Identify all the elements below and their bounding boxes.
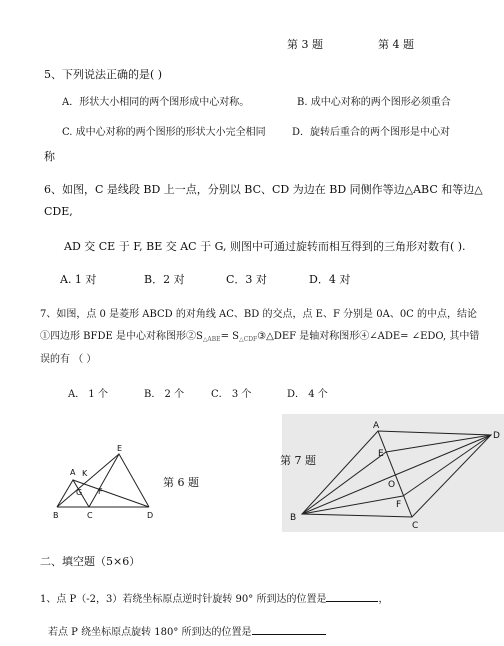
q7-line1: 7、如图，点 0 是菱形 ABCD 的对角线 AC、BD 的交点，点 E、F 分别是 0A、0C 的中点，结论 bbox=[40, 309, 478, 320]
q6-option-b: B．2 对 bbox=[144, 273, 185, 286]
fig7-label-b: B bbox=[290, 513, 297, 523]
fig6-label-g: G bbox=[76, 488, 83, 497]
q7-line2-part-a: ①四边形 BFDE 是中心对称图形②S bbox=[40, 331, 203, 342]
q7-option-c: C． 3 个 bbox=[211, 389, 252, 400]
fig7-label-c: C bbox=[412, 521, 419, 531]
fig4-label: 第 4 题 bbox=[378, 38, 414, 51]
fig6-label-c: C bbox=[87, 511, 93, 520]
q7-line3: 误的有 （ ） bbox=[40, 354, 97, 365]
fig6-caption: 第 6 题 bbox=[163, 476, 199, 489]
fill1-answer-blank-2[interactable] bbox=[252, 623, 326, 635]
q5-stem: 5、下列说法正确的是( ) bbox=[44, 68, 163, 81]
fig7-label-d: D bbox=[493, 431, 500, 441]
q7-line2-part-c: ③△DEF 是轴对称图形④∠ADE= ∠EDO, 其中错 bbox=[257, 331, 480, 342]
q5-option-b: B. 成中心对称的两个图形必须重合 bbox=[297, 97, 451, 108]
fig7-caption: 第 7 题 bbox=[280, 454, 316, 467]
fig6-label-e: E bbox=[117, 444, 123, 453]
q6-option-c: C．3 对 bbox=[226, 273, 267, 286]
q7-line2-part-b: = S bbox=[220, 331, 239, 342]
q7-sub-abe: △ABE bbox=[202, 336, 221, 343]
fill1-line2-text: 若点 P 绕坐标原点旋转 180° 所到达的位置是 bbox=[48, 627, 252, 638]
fig3-label: 第 3 题 bbox=[287, 38, 323, 51]
q6-line3: AD 交 CE 于 F, BE 交 AC 于 G, 则图中可通过旋转而相互得到的三角形对数有( ). bbox=[64, 240, 466, 253]
q5-option-d: D．旋转后重合的两个图形是中心对 bbox=[292, 127, 451, 138]
q7-sub-cdf: △CDF bbox=[238, 336, 258, 343]
fig7-label-a: A bbox=[373, 421, 380, 431]
section-2-title: 二、填空题（5×6） bbox=[40, 555, 141, 568]
q7-option-a: A． 1 个 bbox=[68, 389, 108, 400]
q7-option-d: D． 4 个 bbox=[287, 389, 328, 400]
fig6-label-d: D bbox=[147, 511, 154, 520]
fill1-line1-text: 1、点 P（-2，3）若绕坐标原点逆时针旋转 90° 所到达的位置是 bbox=[40, 594, 327, 605]
q7-option-b: B． 2 个 bbox=[144, 389, 185, 400]
q7-line2 bbox=[40, 327, 479, 343]
q6-option-d: D．4 对 bbox=[309, 273, 351, 286]
figure-7-diagram bbox=[282, 414, 504, 532]
q6-line2: CDE, bbox=[44, 205, 73, 218]
q6-option-a: A. 1 对 bbox=[60, 273, 97, 286]
q5-option-a: A．形状大小相同的两个图形成中心对称。 bbox=[62, 97, 250, 108]
fig7-label-o: O bbox=[388, 480, 396, 490]
fig7-label-e: E bbox=[378, 449, 384, 459]
q5-option-d-continued: 称 bbox=[44, 150, 55, 163]
fig6-label-k: K bbox=[82, 469, 88, 478]
q5-option-c: C. 成中心对称的两个图形的形状大小完全相同 bbox=[62, 127, 266, 138]
fig6-label-f: F bbox=[98, 487, 103, 496]
figure-6-diagram bbox=[48, 440, 168, 522]
fill1-answer-blank-1[interactable] bbox=[326, 590, 378, 602]
fill1-line2 bbox=[48, 623, 326, 638]
fill1-line1-comma: ， bbox=[378, 594, 389, 605]
fig6-label-a: A bbox=[70, 468, 76, 477]
q6-line1: 6、如图，C 是线段 BD 上一点，分别以 BC、CD 为边在 BD 同侧作等边△ABC 和等边△ bbox=[44, 183, 483, 196]
fig6-label-b: B bbox=[53, 511, 59, 520]
fig7-label-f: F bbox=[396, 500, 402, 510]
fill1-line1 bbox=[40, 590, 388, 605]
